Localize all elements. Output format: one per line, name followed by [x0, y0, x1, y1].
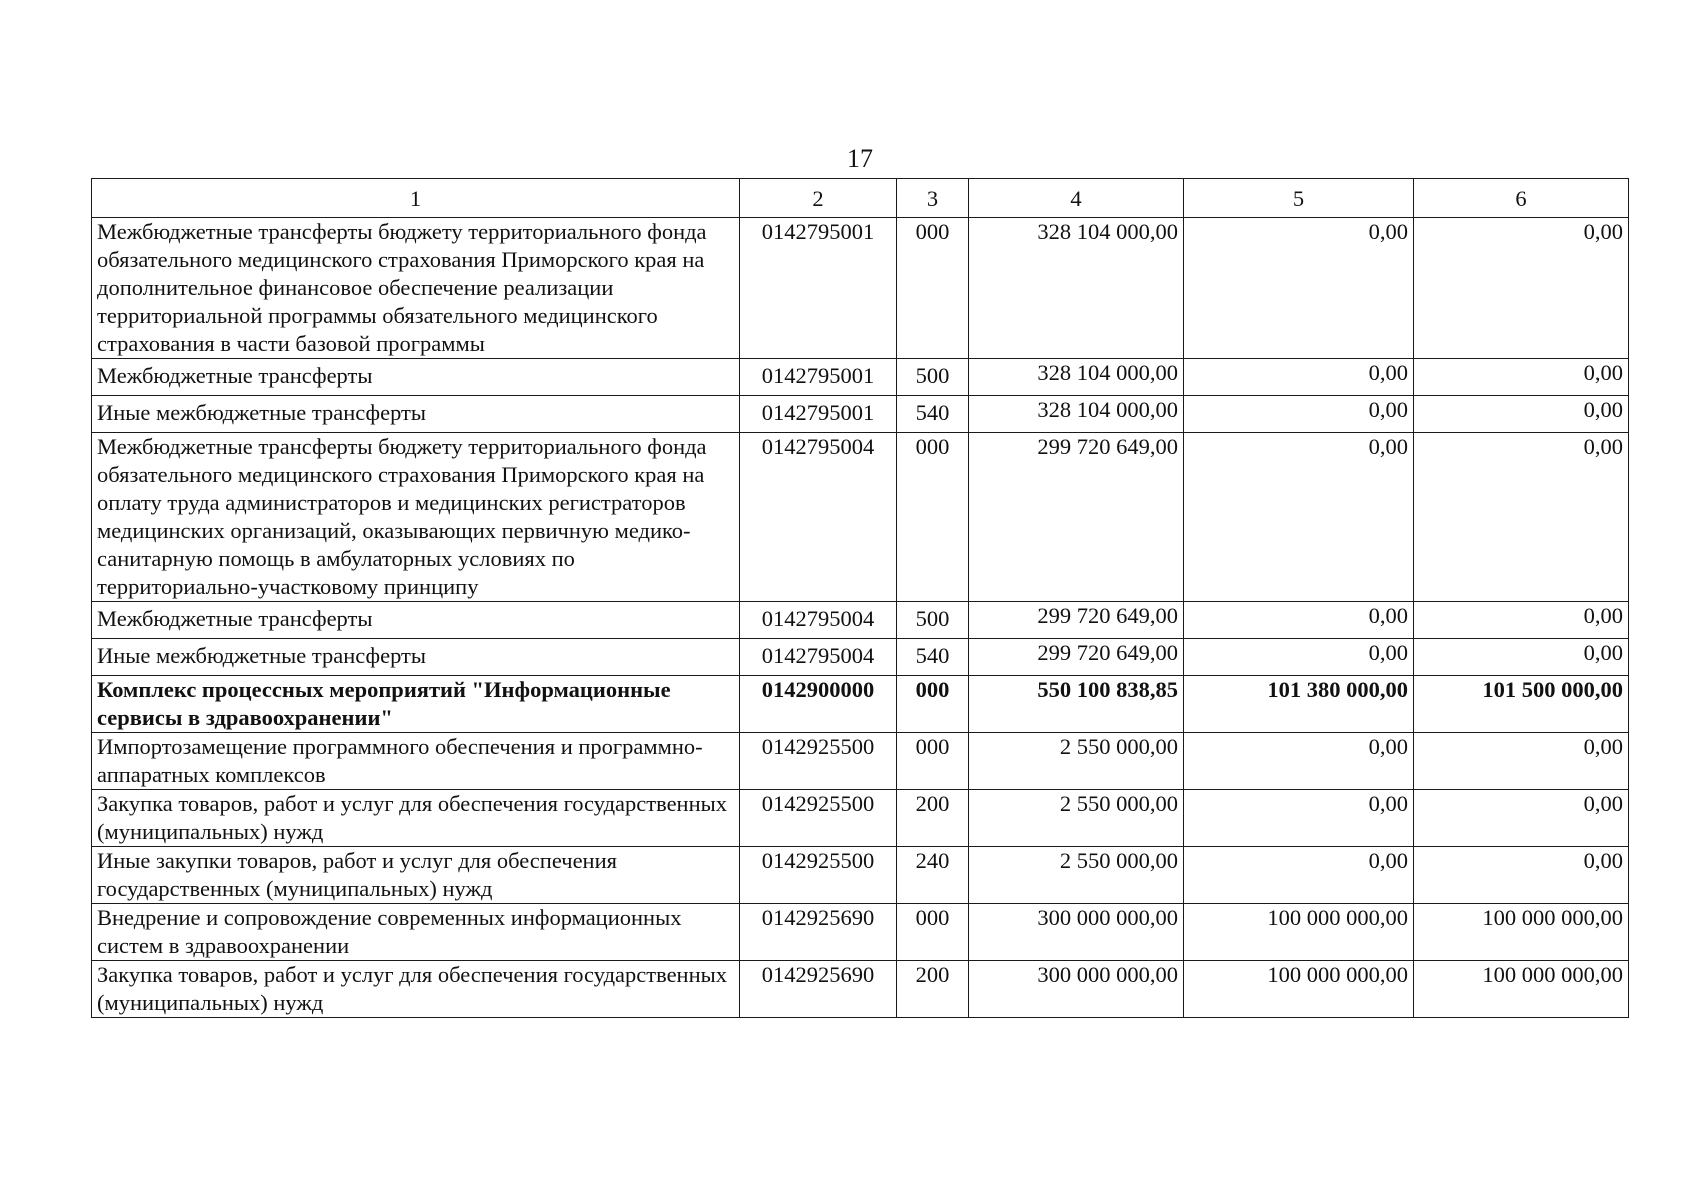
- row-value-5: 0,00: [1184, 433, 1414, 602]
- table-row: [92, 396, 1629, 433]
- row-name: Закупка товаров, работ и услуг для обеспечения государственных (муниципальных) нужд: [92, 790, 740, 847]
- column-header: 4: [969, 179, 1184, 218]
- row-value-4: 2 550 000,00: [969, 790, 1184, 847]
- row-name: Межбюджетные трансферты: [92, 602, 740, 639]
- row-value-6: 0,00: [1414, 433, 1629, 602]
- row-type: 500: [897, 359, 969, 396]
- row-code: 0142795004: [740, 602, 897, 639]
- row-code: 0142795001: [740, 218, 897, 359]
- row-type: 540: [897, 639, 969, 676]
- row-code: 0142795004: [740, 433, 897, 602]
- row-value-4: 328 104 000,00: [969, 359, 1184, 396]
- table-row: [92, 961, 1629, 1018]
- table-row: [92, 433, 1629, 602]
- table-row: [92, 639, 1629, 676]
- row-type: 540: [897, 396, 969, 433]
- row-code: 0142900000: [740, 676, 897, 733]
- row-value-6: 100 000 000,00: [1414, 961, 1629, 1018]
- row-value-6: 0,00: [1414, 847, 1629, 904]
- row-code: 0142795004: [740, 639, 897, 676]
- row-value-6: 100 000 000,00: [1414, 904, 1629, 961]
- table-row: [92, 602, 1629, 639]
- row-type: 240: [897, 847, 969, 904]
- column-header: 2: [740, 179, 897, 218]
- row-name: Внедрение и сопровождение современных информационных систем в здравоохранении: [92, 904, 740, 961]
- row-value-4: 328 104 000,00: [969, 218, 1184, 359]
- row-code: 0142925500: [740, 733, 897, 790]
- row-name: Иные межбюджетные трансферты: [92, 396, 740, 433]
- row-value-6: 0,00: [1414, 639, 1629, 676]
- row-value-5: 101 380 000,00: [1184, 676, 1414, 733]
- row-name: Межбюджетные трансферты бюджету территориального фонда обязательного медицинского страхования Приморского края на оплату труда администраторов и медицинских регистраторов медицинских организаций, оказывающих первичную медико-санитарную помощь в амбулаторных условиях по территориально-участковому принципу: [92, 433, 740, 602]
- row-code: 0142795001: [740, 359, 897, 396]
- row-value-6: 0,00: [1414, 396, 1629, 433]
- row-value-4: 550 100 838,85: [969, 676, 1184, 733]
- table-row: [92, 676, 1629, 733]
- row-code: 0142925690: [740, 904, 897, 961]
- row-value-5: 0,00: [1184, 218, 1414, 359]
- row-value-6: 0,00: [1414, 602, 1629, 639]
- row-name: Комплекс процессных мероприятий "Информационные сервисы в здравоохранении": [92, 676, 740, 733]
- row-name: Иные закупки товаров, работ и услуг для обеспечения государственных (муниципальных) нужд: [92, 847, 740, 904]
- row-value-4: 300 000 000,00: [969, 904, 1184, 961]
- table-row: [92, 847, 1629, 904]
- row-value-5: 0,00: [1184, 639, 1414, 676]
- page-number: 17: [847, 144, 873, 173]
- row-value-5: 0,00: [1184, 733, 1414, 790]
- row-value-6: 0,00: [1414, 218, 1629, 359]
- row-name: Иные межбюджетные трансферты: [92, 639, 740, 676]
- row-type: 000: [897, 676, 969, 733]
- row-name: Межбюджетные трансферты: [92, 359, 740, 396]
- row-value-5: 100 000 000,00: [1184, 961, 1414, 1018]
- budget-table: [91, 178, 1629, 1018]
- row-code: 0142925690: [740, 961, 897, 1018]
- row-name: Закупка товаров, работ и услуг для обеспечения государственных (муниципальных) нужд: [92, 961, 740, 1018]
- row-value-6: 0,00: [1414, 790, 1629, 847]
- row-value-5: 0,00: [1184, 396, 1414, 433]
- row-code: 0142795001: [740, 396, 897, 433]
- row-name: Импортозамещение программного обеспечения и программно-аппаратных комплексов: [92, 733, 740, 790]
- table-row: [92, 904, 1629, 961]
- row-value-4: 300 000 000,00: [969, 961, 1184, 1018]
- row-code: 0142925500: [740, 790, 897, 847]
- row-type: 500: [897, 602, 969, 639]
- row-value-5: 0,00: [1184, 359, 1414, 396]
- row-value-6: 101 500 000,00: [1414, 676, 1629, 733]
- row-value-4: 299 720 649,00: [969, 639, 1184, 676]
- row-value-5: 0,00: [1184, 602, 1414, 639]
- table-header-row: [92, 179, 1629, 218]
- row-name: Межбюджетные трансферты бюджету территориального фонда обязательного медицинского страхования Приморского края на дополнительное финансовое обеспечение реализации территориальной программы обязательного медицинского страхования в части базовой программы: [92, 218, 740, 359]
- row-value-5: 100 000 000,00: [1184, 904, 1414, 961]
- column-header: 6: [1414, 179, 1629, 218]
- row-type: 200: [897, 790, 969, 847]
- row-type: 200: [897, 961, 969, 1018]
- row-value-5: 0,00: [1184, 790, 1414, 847]
- row-value-4: 299 720 649,00: [969, 433, 1184, 602]
- table-row: [92, 790, 1629, 847]
- row-code: 0142925500: [740, 847, 897, 904]
- row-type: 000: [897, 904, 969, 961]
- row-value-6: 0,00: [1414, 733, 1629, 790]
- row-type: 000: [897, 433, 969, 602]
- column-header: 3: [897, 179, 969, 218]
- table-row: [92, 359, 1629, 396]
- row-type: 000: [897, 218, 969, 359]
- table-row: [92, 733, 1629, 790]
- row-value-4: 328 104 000,00: [969, 396, 1184, 433]
- row-value-4: 299 720 649,00: [969, 602, 1184, 639]
- row-type: 000: [897, 733, 969, 790]
- row-value-6: 0,00: [1414, 359, 1629, 396]
- row-value-5: 0,00: [1184, 847, 1414, 904]
- row-value-4: 2 550 000,00: [969, 847, 1184, 904]
- row-value-4: 2 550 000,00: [969, 733, 1184, 790]
- table-row: [92, 218, 1629, 359]
- column-header: 5: [1184, 179, 1414, 218]
- column-header: 1: [92, 179, 740, 218]
